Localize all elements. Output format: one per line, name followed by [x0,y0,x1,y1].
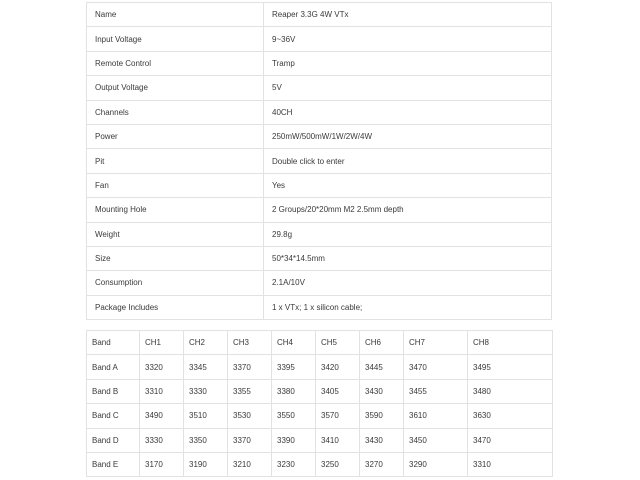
freq-cell: 3630 [468,404,553,428]
freq-cell: 3330 [140,428,184,452]
freq-cell: 3490 [140,404,184,428]
spec-key: Consumption [87,271,264,295]
frequency-row [87,379,553,403]
freq-cell: 3320 [140,355,184,379]
spec-key: Output Voltage [87,76,264,100]
freq-cell: 3380 [272,379,316,403]
spec-key: Size [87,246,264,270]
column-header-ch3: CH3 [228,331,272,355]
freq-cell: 3190 [184,452,228,476]
spec-key: Package Includes [87,295,264,319]
frequency-row [87,355,553,379]
spec-row [87,198,552,222]
freq-cell: 3310 [468,452,553,476]
freq-cell: 3480 [468,379,553,403]
spec-value: 50*34*14.5mm [264,246,552,270]
spec-value: Reaper 3.3G 4W VTx [264,3,552,27]
freq-cell: 3250 [316,452,360,476]
spec-value: 2.1A/10V [264,271,552,295]
freq-cell: 3590 [360,404,404,428]
freq-cell: 3395 [272,355,316,379]
spec-row [87,76,552,100]
spec-key: Name [87,3,264,27]
freq-cell: 3370 [228,355,272,379]
spec-value: 29.8g [264,222,552,246]
spec-key: Input Voltage [87,27,264,51]
band-cell: Band D [87,428,140,452]
freq-cell: 3345 [184,355,228,379]
freq-cell: 3350 [184,428,228,452]
spec-row [87,3,552,27]
spec-value: 250mW/500mW/1W/2W/4W [264,124,552,148]
frequency-header-row [87,331,553,355]
column-header-ch2: CH2 [184,331,228,355]
frequency-row [87,452,553,476]
spec-row [87,149,552,173]
band-cell: Band E [87,452,140,476]
freq-cell: 3530 [228,404,272,428]
column-header-ch6: CH6 [360,331,404,355]
spec-row [87,271,552,295]
freq-cell: 3420 [316,355,360,379]
spec-row [87,27,552,51]
freq-cell: 3610 [404,404,468,428]
freq-cell: 3210 [228,452,272,476]
freq-cell: 3495 [468,355,553,379]
freq-cell: 3390 [272,428,316,452]
spec-value: 40CH [264,100,552,124]
spec-row [87,51,552,75]
freq-cell: 3270 [360,452,404,476]
freq-cell: 3510 [184,404,228,428]
spec-key: Pit [87,149,264,173]
spec-value: 2 Groups/20*20mm M2 2.5mm depth [264,198,552,222]
spec-key: Channels [87,100,264,124]
column-header-ch1: CH1 [140,331,184,355]
freq-cell: 3310 [140,379,184,403]
column-header-ch8: CH8 [468,331,553,355]
freq-cell: 3355 [228,379,272,403]
spec-value: 5V [264,76,552,100]
column-header-ch7: CH7 [404,331,468,355]
freq-cell: 3455 [404,379,468,403]
spec-value: Tramp [264,51,552,75]
spec-key: Mounting Hole [87,198,264,222]
spec-value: Yes [264,173,552,197]
freq-cell: 3450 [404,428,468,452]
spec-table [86,2,552,320]
frequency-row [87,428,553,452]
band-cell: Band A [87,355,140,379]
freq-cell: 3470 [468,428,553,452]
band-cell: Band C [87,404,140,428]
frequency-row [87,404,553,428]
spec-row [87,246,552,270]
freq-cell: 3430 [360,428,404,452]
column-header-ch4: CH4 [272,331,316,355]
freq-cell: 3410 [316,428,360,452]
spec-value: 9~36V [264,27,552,51]
spec-value: 1 x VTx; 1 x silicon cable; [264,295,552,319]
freq-cell: 3445 [360,355,404,379]
spec-key: Power [87,124,264,148]
freq-cell: 3430 [360,379,404,403]
column-header-ch5: CH5 [316,331,360,355]
spec-key: Weight [87,222,264,246]
spec-row [87,100,552,124]
freq-cell: 3290 [404,452,468,476]
freq-cell: 3550 [272,404,316,428]
spec-row [87,295,552,319]
spec-row [87,124,552,148]
freq-cell: 3170 [140,452,184,476]
band-cell: Band B [87,379,140,403]
spec-value: Double click to enter [264,149,552,173]
frequency-table [86,330,553,477]
spec-key: Remote Control [87,51,264,75]
freq-cell: 3330 [184,379,228,403]
freq-cell: 3370 [228,428,272,452]
freq-cell: 3470 [404,355,468,379]
freq-cell: 3405 [316,379,360,403]
spec-key: Fan [87,173,264,197]
spec-row [87,222,552,246]
freq-cell: 3570 [316,404,360,428]
column-header-band: Band [87,331,140,355]
spec-row [87,173,552,197]
freq-cell: 3230 [272,452,316,476]
